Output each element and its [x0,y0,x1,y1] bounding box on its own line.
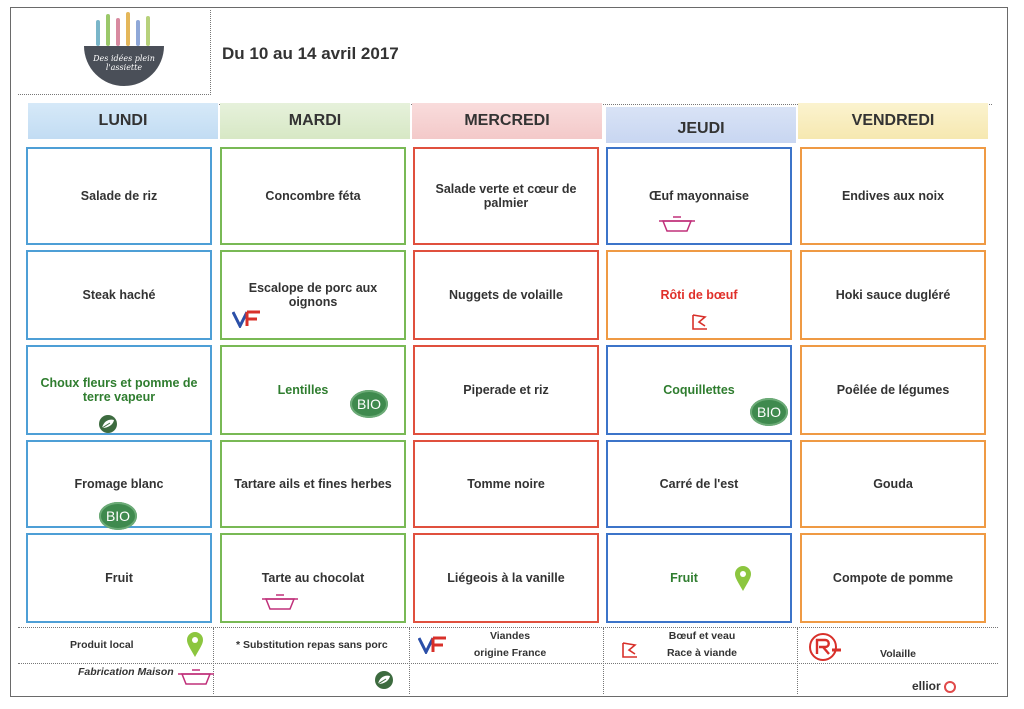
legend-beef-label: Bœuf et veau Race à viande [666,630,738,659]
legend-substitution-label: * Substitution repas sans porc [236,639,388,651]
menu-cell-lundi-starter: Salade de riz [26,147,212,245]
vf-logo-icon [418,636,448,654]
menu-cell-vendredi-side: Poêlée de légumes [800,345,986,435]
day-header-mercredi: MERCREDI [412,103,602,139]
day-header-mardi: MARDI [220,103,410,139]
menu-cell-mercredi-main: Nuggets de volaille [413,250,599,340]
menu-cell-jeudi-starter: Œuf mayonnaise [606,147,792,245]
vf-logo-icon [232,310,262,328]
homemade-pot-icon [260,592,300,612]
menu-cell-jeudi-dairy: Carré de l'est [606,440,792,528]
menu-cell-jeudi-dessert: Fruit [606,533,792,623]
menu-cell-jeudi-main: Rôti de bœuf [606,250,792,340]
brand-logo: ellior [912,679,956,693]
menu-cell-lundi-dessert: Fruit [26,533,212,623]
bio-badge: BIO [750,398,788,426]
menu-cell-mardi-main: Escalope de porc aux oignons [220,250,406,340]
legend-label-rouge-label: Volaille [880,648,916,660]
menu-cell-mercredi-side: Piperade et riz [413,345,599,435]
menu-cell-jeudi-side: Coquillettes [606,345,792,435]
pin-icon [186,632,204,658]
leaf-icon [96,414,120,434]
menu-cell-lundi-dairy: Fromage blanc [26,440,212,528]
menu-cell-mardi-dairy: Tartare ails et fines herbes [220,440,406,528]
menu-cell-vendredi-dessert: Compote de pomme [800,533,986,623]
menu-cell-lundi-main: Steak haché [26,250,212,340]
day-header-jeudi: JEUDI [606,107,796,143]
menu-cell-vendredi-main: Hoki sauce dugléré [800,250,986,340]
menu-cell-mardi-dessert: Tarte au chocolat [220,533,406,623]
logo-text: Des idées plein l'assiette [93,54,155,72]
legend-vf-label: Viandes origine France [473,630,547,659]
label-rouge-icon [808,632,842,662]
day-header-vendredi: VENDREDI [798,103,988,139]
menu-cell-mardi-starter: Concombre féta [220,147,406,245]
bio-badge: BIO [99,502,137,530]
pin-icon [734,566,752,592]
menu-cell-mercredi-dairy: Tomme noire [413,440,599,528]
menu-cell-mercredi-starter: Salade verte et cœur de palmier [413,147,599,245]
menu-cell-vendredi-starter: Endives aux noix [800,147,986,245]
menu-cell-mardi-side: Lentilles [220,345,406,435]
day-header-lundi: LUNDI [28,103,218,139]
beef-breed-icon [620,640,640,660]
beef-breed-icon [690,312,710,332]
logo-cell [18,10,211,95]
menu-cell-lundi-side: Choux fleurs et pomme de terre vapeur [26,345,212,435]
menu-cell-vendredi-dairy: Gouda [800,440,986,528]
bio-badge: BIO [350,390,388,418]
brand-logo-icon [944,681,956,693]
menu-cell-mercredi-dessert: Liégeois à la vanille [413,533,599,623]
legend-homemade-label: Fabrication Maison [78,666,174,678]
title-cell [212,10,992,105]
logo [84,16,164,86]
page-title: Du 10 au 14 avril 2017 [222,44,399,63]
homemade-pot-icon [657,214,697,234]
leaf-icon [372,670,396,690]
legend-local-label: Produit local [70,639,134,651]
homemade-pot-icon [176,667,216,687]
